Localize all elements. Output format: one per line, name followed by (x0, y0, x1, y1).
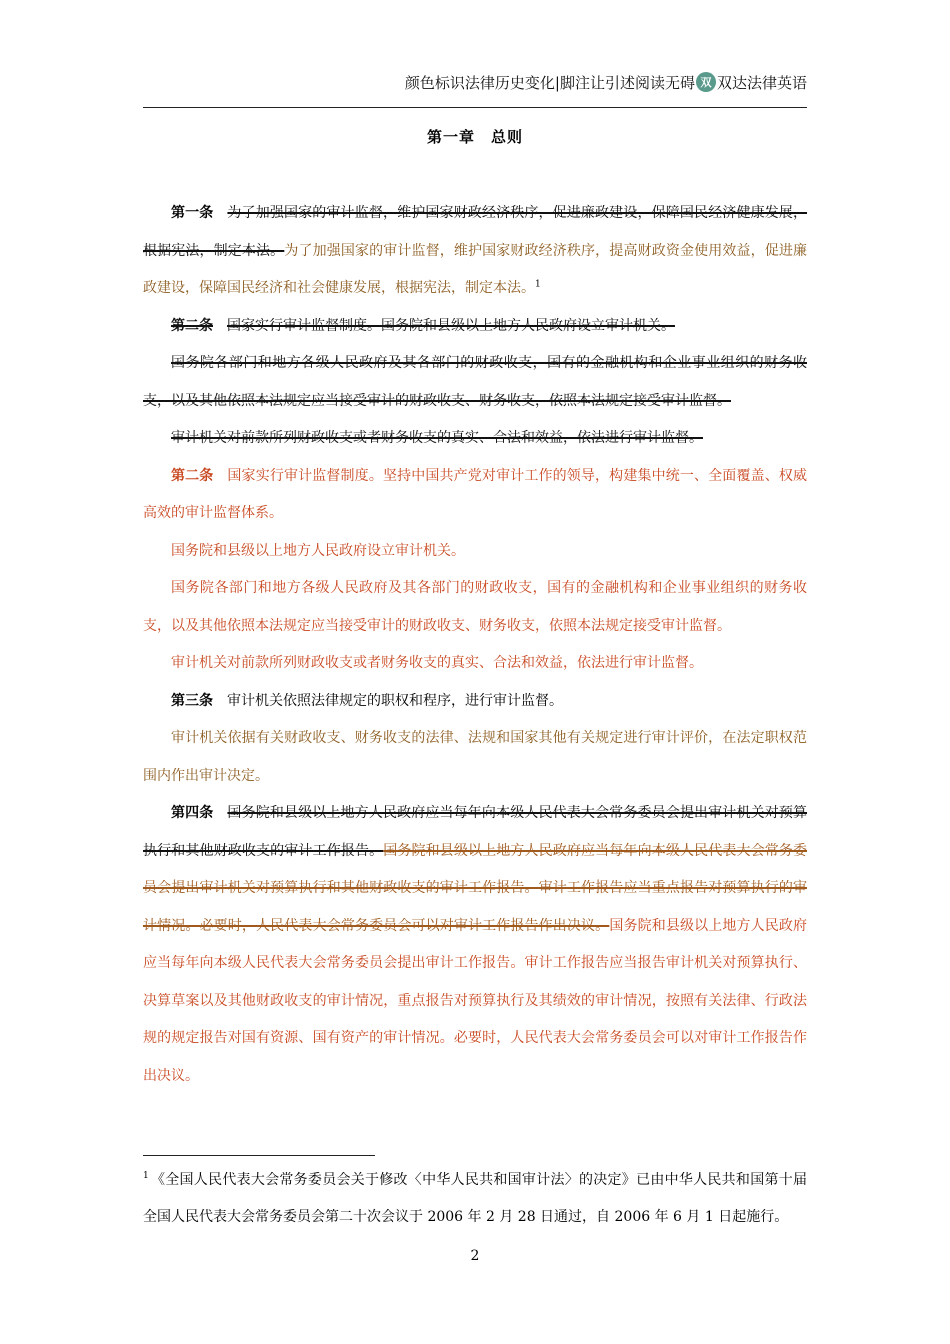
footnote-text: 《全国人民代表大会常务委员会关于修改〈中华人民共和国审计法〉的决定》已由中华人民共和国第十届全国人民代表大会常务委员会第二十次会议于 2006 年 2 月 28 日通过，自 2006 年 6 月 1 日起施行。 (143, 1172, 807, 1225)
old-article-2-text-2: 国务院各部门和地方各级人民政府及其各部门的财政收支，国有的金融机构和企业事业组织的财务收支，以及其他依照本法规定应当接受审计的财政收支、财务收支，依照本法规定接受审计监督。 (143, 355, 807, 409)
article-1-inserted-text: 为了加强国家的审计监督，维护国家财政经济秩序，提高财政资金使用效益，促进廉政建设，保障国民经济和社会健康发展，根据宪法，制定本法。 (143, 242, 808, 296)
header-divider (143, 107, 807, 108)
new-article-2-para-2: 国务院和县级以上地方人民政府设立审计机关。 (171, 542, 465, 559)
article-3-text-1: 审计机关依照法律规定的职权和程序，进行审计监督。 (227, 692, 563, 709)
old-article-2-text-1: 国家实行审计监督制度。国务院和县级以上地方人民政府设立审计机关。 (227, 317, 675, 334)
article-1-label: 第一条 (171, 205, 214, 221)
old-article-2-label: 第二条 (171, 317, 213, 334)
article-4-label: 第四条 (171, 805, 214, 821)
new-article-2-para-1 (143, 458, 807, 533)
new-article-2-label: 第二条 (171, 467, 214, 484)
footnote-reference[interactable]: 1 (535, 279, 541, 290)
new-article-2-para-3: 国务院各部门和地方各级人民政府及其各部门的财政收支，国有的金融机构和企业事业组织的财务收支，以及其他依照本法规定应当接受审计的财政收支、财务收支，依照本法规定接受审计监督。 (143, 580, 807, 634)
article-3-para-2: 审计机关依据有关财政收支、财务收支的法律、法规和国家其他有关规定进行审计评价，在法定职权范围内作出审计决定。 (143, 730, 807, 784)
footnote-divider (143, 1155, 375, 1156)
page-header (405, 70, 807, 94)
old-article-2-para-2 (143, 345, 807, 420)
page-number: 2 (470, 1248, 480, 1264)
chapter-title: 第一章 总则 (426, 128, 523, 146)
footnote (143, 1162, 807, 1236)
brand-logo-icon: 双 (696, 72, 716, 92)
old-article-2-text-3: 审计机关对前款所列财政收支或者财务收支的真实、合法和效益，依法进行审计监督。 (171, 430, 703, 446)
article-1 (143, 195, 807, 308)
new-article-2-para-4: 审计机关对前款所列财政收支或者财务收支的真实、合法和效益，依法进行审计监督。 (171, 655, 703, 671)
article-3-para-1 (143, 683, 807, 721)
article-4-inserted-text: 国务院和县级以上地方人民政府应当每年向本级人民代表大会常务委员会提出审计工作报告。审计工作报告应当报告审计机关对预算执行、决算草案以及其他财政收支的审计情况，重点报告对预算执行及其绩效的审计情况，按照有关法律、行政法规的规定报告对国有资源、国有资产的审计情况。必要时，人民代表大会常务委员会可以对审计工作报告作出决议。 (143, 917, 808, 1084)
article-3-label: 第三条 (171, 692, 213, 709)
article-1-deleted-text: 为了加强国家的审计监督，维护国家财政经济秩序，促进廉政建设，保障国民经济健康发展，根据宪法，制定本法。 (143, 205, 808, 259)
header-text-left: 颜色标识法律历史变化|脚注让引述阅读无碍 (404, 73, 695, 92)
old-article-2-para-1 (143, 308, 807, 346)
footnote-mark: 1 (143, 1171, 149, 1182)
document-body (143, 195, 807, 1095)
article-4-deleted-text-2: 国务院和县级以上地方人民政府应当每年向本级人民代表大会常务委员会提出审计机关对预算执行和其他财政收支的审计工作报告。审计工作报告应当重点报告对预算执行的审计情况。必要时，人民代表大会常务委员会可以对审计工作报告作出决议。 (143, 842, 807, 934)
article-4-deleted-text-1: 国务院和县级以上地方人民政府应当每年向本级人民代表大会常务委员会提出审计机关对预算执行和其他财政收支的审计工作报告。 (143, 805, 808, 859)
header-text-right: 双达法律英语 (716, 73, 807, 92)
article-4 (143, 795, 807, 1095)
old-article-2-para-3 (143, 420, 807, 458)
old-article-2-deleted (171, 318, 675, 334)
new-article-2-text-1: 国家实行审计监督制度。坚持中国共产党对审计工作的领导，构建集中统一、全面覆盖、权威高效的审计监督体系。 (143, 467, 808, 521)
